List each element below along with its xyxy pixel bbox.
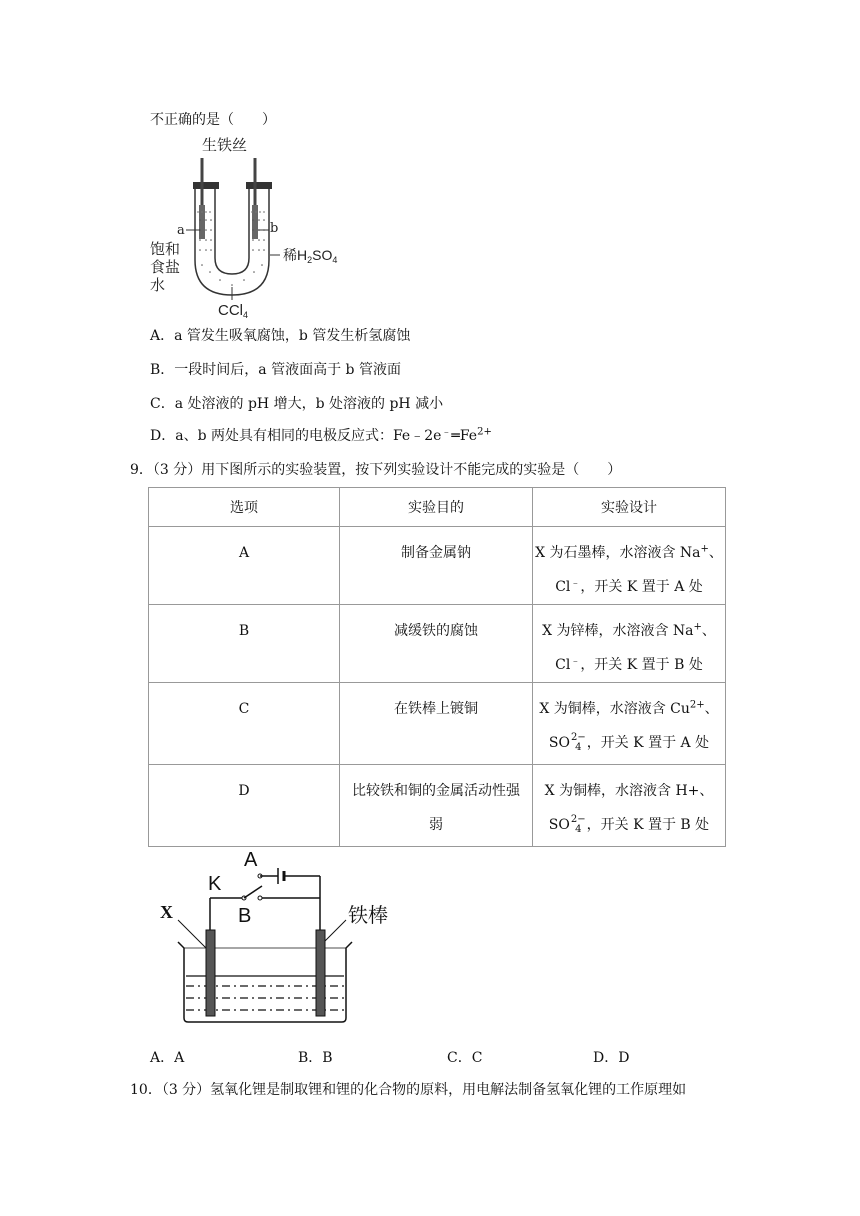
label-ccl4: CCl [218,302,243,319]
table-row: A 制备金属钠 X 为石墨棒，水溶液含 Na+、 Cl﹣，开关 K 置于 A 处 [149,527,726,605]
question-9-stem: 9．（3 分）用下图所示的实验装置，按下列实验设计不能完成的实验是（ ） [130,462,622,478]
label-K: K [208,873,222,895]
question-10-stem: 10．（3 分）氢氧化锂是制取锂和锂的化合物的原料，用电解法制备氢氧化锂的工作原理如 [130,1082,687,1098]
table-row: B 减缓铁的腐蚀 X 为锌棒，水溶液含 Na+、 Cl﹣，开关 K 置于 B 处 [149,605,726,683]
q8-option-a: A．a 管发生吸氧腐蚀，b 管发生析氢腐蚀 [150,328,411,344]
label-saturated-2: 食盐 [150,259,181,276]
table-header-design: 实验设计 [533,488,726,527]
electrolysis-diagram [150,840,410,1030]
label-saturated-1: 饱和 [150,241,181,258]
q9-choice-b: B．B [298,1050,333,1066]
label-a: a [177,223,185,238]
q9-choice-d: D．D [593,1050,630,1066]
table-header-purpose: 实验目的 [340,488,533,527]
label-dilute-h: 稀H [283,247,308,263]
experiment-table [148,487,726,847]
label-B: B [238,905,252,927]
q8-option-b: B．一段时间后，a 管液面高于 b 管液面 [150,362,401,378]
q9-choice-a: A．A [150,1050,185,1066]
label-X: X [160,902,173,922]
q8-option-d: D．a、b 两处具有相同的电极反应式：$Fe﹣2e^﹣═Fe^{2+}$ [150,426,492,444]
table-row: D 比较铁和铜的金属活动性强 弱 X 为铜棒，水溶液含 H+、 SO 2− 4 ，开关 K 置于 B 处 [149,765,726,847]
top-label-iron-wire: 生铁丝 [202,137,248,154]
q9-choice-c: C．C [447,1050,483,1066]
label-A: A [244,849,258,871]
label-saturated-3: 水 [150,277,166,294]
table-header-option: 选项 [149,488,340,527]
label-iron-rod: 铁棒 [348,905,388,927]
q8-option-c: C．a 处溶液的 pH 增大，b 处溶液的 pH 减小 [150,396,444,412]
table-row: C 在铁棒上镀铜 X 为铜棒，水溶液含 $Cu^{2+}$、 SO 2− 4 ，开关 K 置于 A 处 [149,683,726,765]
u-tube-diagram [140,130,360,320]
table-header-row [149,488,726,527]
svg-text:稀H2SO4: 稀$H_2SO_4$ [283,247,338,265]
label-b: b [270,221,279,236]
svg-text:CCl4: CCl$_4$ [218,302,249,320]
question-8-tail: 不正确的是（ ） [150,112,276,128]
